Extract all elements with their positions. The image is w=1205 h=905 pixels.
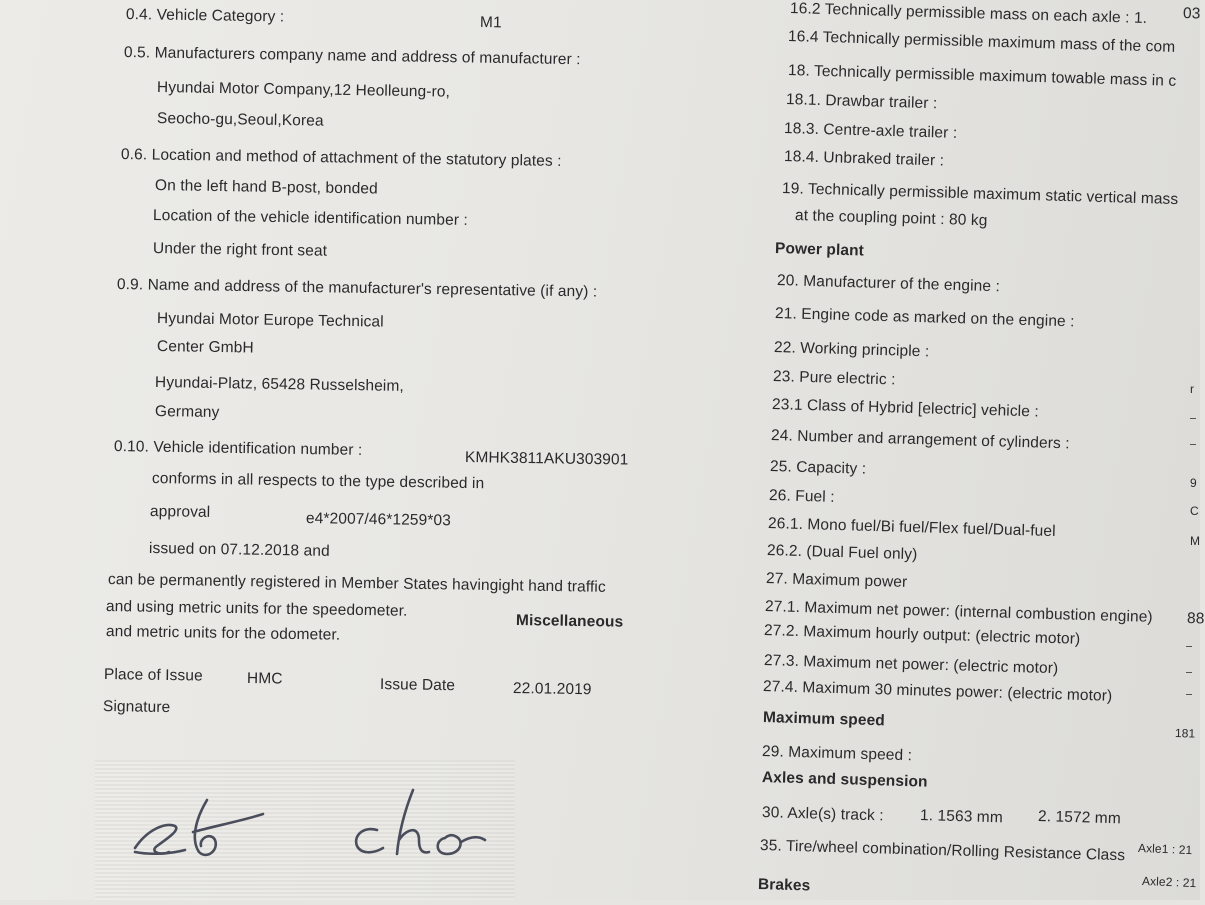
item-27-1-value: 88 [1186, 610, 1205, 628]
item-16-4: 16.4 Technically permissible maximum mass of the com [787, 28, 1176, 56]
registration-line3: and metric units for the odometer. [105, 623, 341, 644]
representative-line4: Germany [154, 403, 220, 422]
vin-label: 0.10. Vehicle identification number : [113, 438, 363, 459]
item-35-axle1: Axle1 : 21 [1137, 841, 1193, 858]
item-29: 29. Maximum speed : [761, 743, 913, 765]
conforms-text: conforms in all respects to the type described in [151, 470, 485, 493]
representative-label: 0.9. Name and address of the manufacturer's representative (if any) : [116, 276, 598, 301]
item-22: 22. Working principle : [773, 339, 930, 361]
item-26-1: 26.1. Mono fuel/Bi fuel/Flex fuel/Dual-fuel [767, 515, 1056, 541]
place-of-issue-label: Place of Issue [103, 666, 203, 685]
edge-dash [1190, 444, 1196, 445]
axle-track-1: 1. 1563 mm [919, 807, 1004, 827]
item-21: 21. Engine code as marked on the engine : [774, 305, 1075, 331]
vehicle-category-value: M1 [479, 14, 502, 32]
statutory-plates-value: On the left hand B-post, bonded [154, 177, 378, 198]
edge-fragment-m: M [1190, 534, 1201, 548]
item-27-4: 27.4. Maximum 30 minutes power: (electric motor) [762, 678, 1113, 705]
statutory-plates-label: 0.6. Location and method of attachment of the statutory plates : [120, 146, 562, 170]
representative-line2: Center GmbH [156, 338, 254, 357]
issued-text: issued on 07.12.2018 and [148, 540, 330, 560]
edge-dash [1186, 672, 1192, 673]
vin-value: KMHK3811AKU303901 [464, 449, 629, 469]
manufacturer-address-line2: Seocho-gu,Seoul,Korea [156, 110, 324, 130]
registration-line1: can be permanently registered in Member States havingight hand traffic [107, 571, 606, 596]
issue-date-label: Issue Date [379, 676, 456, 695]
edge-dash [1186, 646, 1192, 647]
item-35-axle2: Axle2 : 21 [1141, 874, 1197, 891]
item-20: 20. Manufacturer of the engine : [776, 272, 1001, 296]
vehicle-category-label: 0.4. Vehicle Category : [125, 6, 285, 26]
item-18: 18. Technically permissible maximum towable mass in c [787, 62, 1177, 90]
place-of-issue-value: HMC [246, 670, 283, 688]
power-plant-heading: Power plant [774, 240, 865, 260]
item-23-1: 23.1 Class of Hybrid [electric] vehicle : [771, 396, 1039, 421]
item-18-3: 18.3. Centre-axle trailer : [783, 120, 958, 142]
signature-label: Signature [102, 698, 171, 717]
item-16-2-value: 03 [1182, 5, 1201, 23]
manufacturer-address-line1: Hyundai Motor Company,12 Heolleung-ro, [156, 79, 451, 101]
item-19: 19. Technically permissible maximum static vertical mass [781, 180, 1179, 209]
item-18-4: 18.4. Unbraked trailer : [783, 148, 945, 170]
issue-date-value: 22.01.2019 [512, 680, 592, 699]
item-16-2: 16.2 Technically permissible mass on each axle : 1. [789, 0, 1148, 27]
edge-fragment-r: r [1190, 382, 1195, 396]
edge-fragment-9: 9 [1190, 476, 1197, 490]
item-18-1: 18.1. Drawbar trailer : [785, 91, 938, 113]
handwritten-signature [95, 760, 515, 900]
axle-track-2: 2. 1572 mm [1037, 808, 1122, 828]
approval-label: approval [149, 503, 211, 521]
approval-value: e4*2007/46*1259*03 [305, 510, 452, 530]
vin-location-label: Location of the vehicle identification number : [152, 207, 468, 229]
item-27-3: 27.3. Maximum net power: (electric motor) [763, 652, 1059, 678]
signature-area [95, 760, 515, 900]
edge-fragment-c: C [1190, 504, 1199, 518]
axles-suspension-heading: Axles and suspension [761, 769, 928, 791]
item-35: 35. Tire/wheel combination/Rolling Resistance Class [759, 837, 1126, 865]
item-27: 27. Maximum power [765, 570, 908, 591]
item-26: 26. Fuel : [768, 487, 835, 506]
maximum-speed-heading: Maximum speed [762, 709, 886, 730]
registration-line2: and using metric units for the speedometer. [105, 598, 408, 620]
item-27-1: 27.1. Maximum net power: (internal combustion engine) [764, 598, 1153, 626]
item-30: 30. Axle(s) track : [761, 804, 884, 825]
representative-line3: Hyundai-Platz, 65428 Russelsheim, [154, 374, 404, 395]
manufacturer-label: 0.5. Manufacturers company name and address of manufacturer : [123, 44, 581, 69]
item-24: 24. Number and arrangement of cylinders : [770, 427, 1070, 453]
item-26-2: 26.2. (Dual Fuel only) [766, 542, 918, 564]
item-19-coupling: at the coupling point : 80 kg [794, 207, 988, 230]
representative-line1: Hyundai Motor Europe Technical [156, 310, 384, 331]
maximum-speed-value: 181 [1174, 726, 1196, 741]
edge-dash [1186, 694, 1192, 695]
edge-dash [1190, 418, 1196, 419]
item-27-2: 27.2. Maximum hourly output: (electric motor) [763, 622, 1081, 648]
brakes-heading: Brakes [757, 876, 811, 895]
item-23: 23. Pure electric : [772, 368, 896, 389]
miscellaneous-heading: Miscellaneous [515, 612, 624, 631]
item-25: 25. Capacity : [769, 458, 867, 478]
vin-location-value: Under the right front seat [152, 240, 328, 260]
